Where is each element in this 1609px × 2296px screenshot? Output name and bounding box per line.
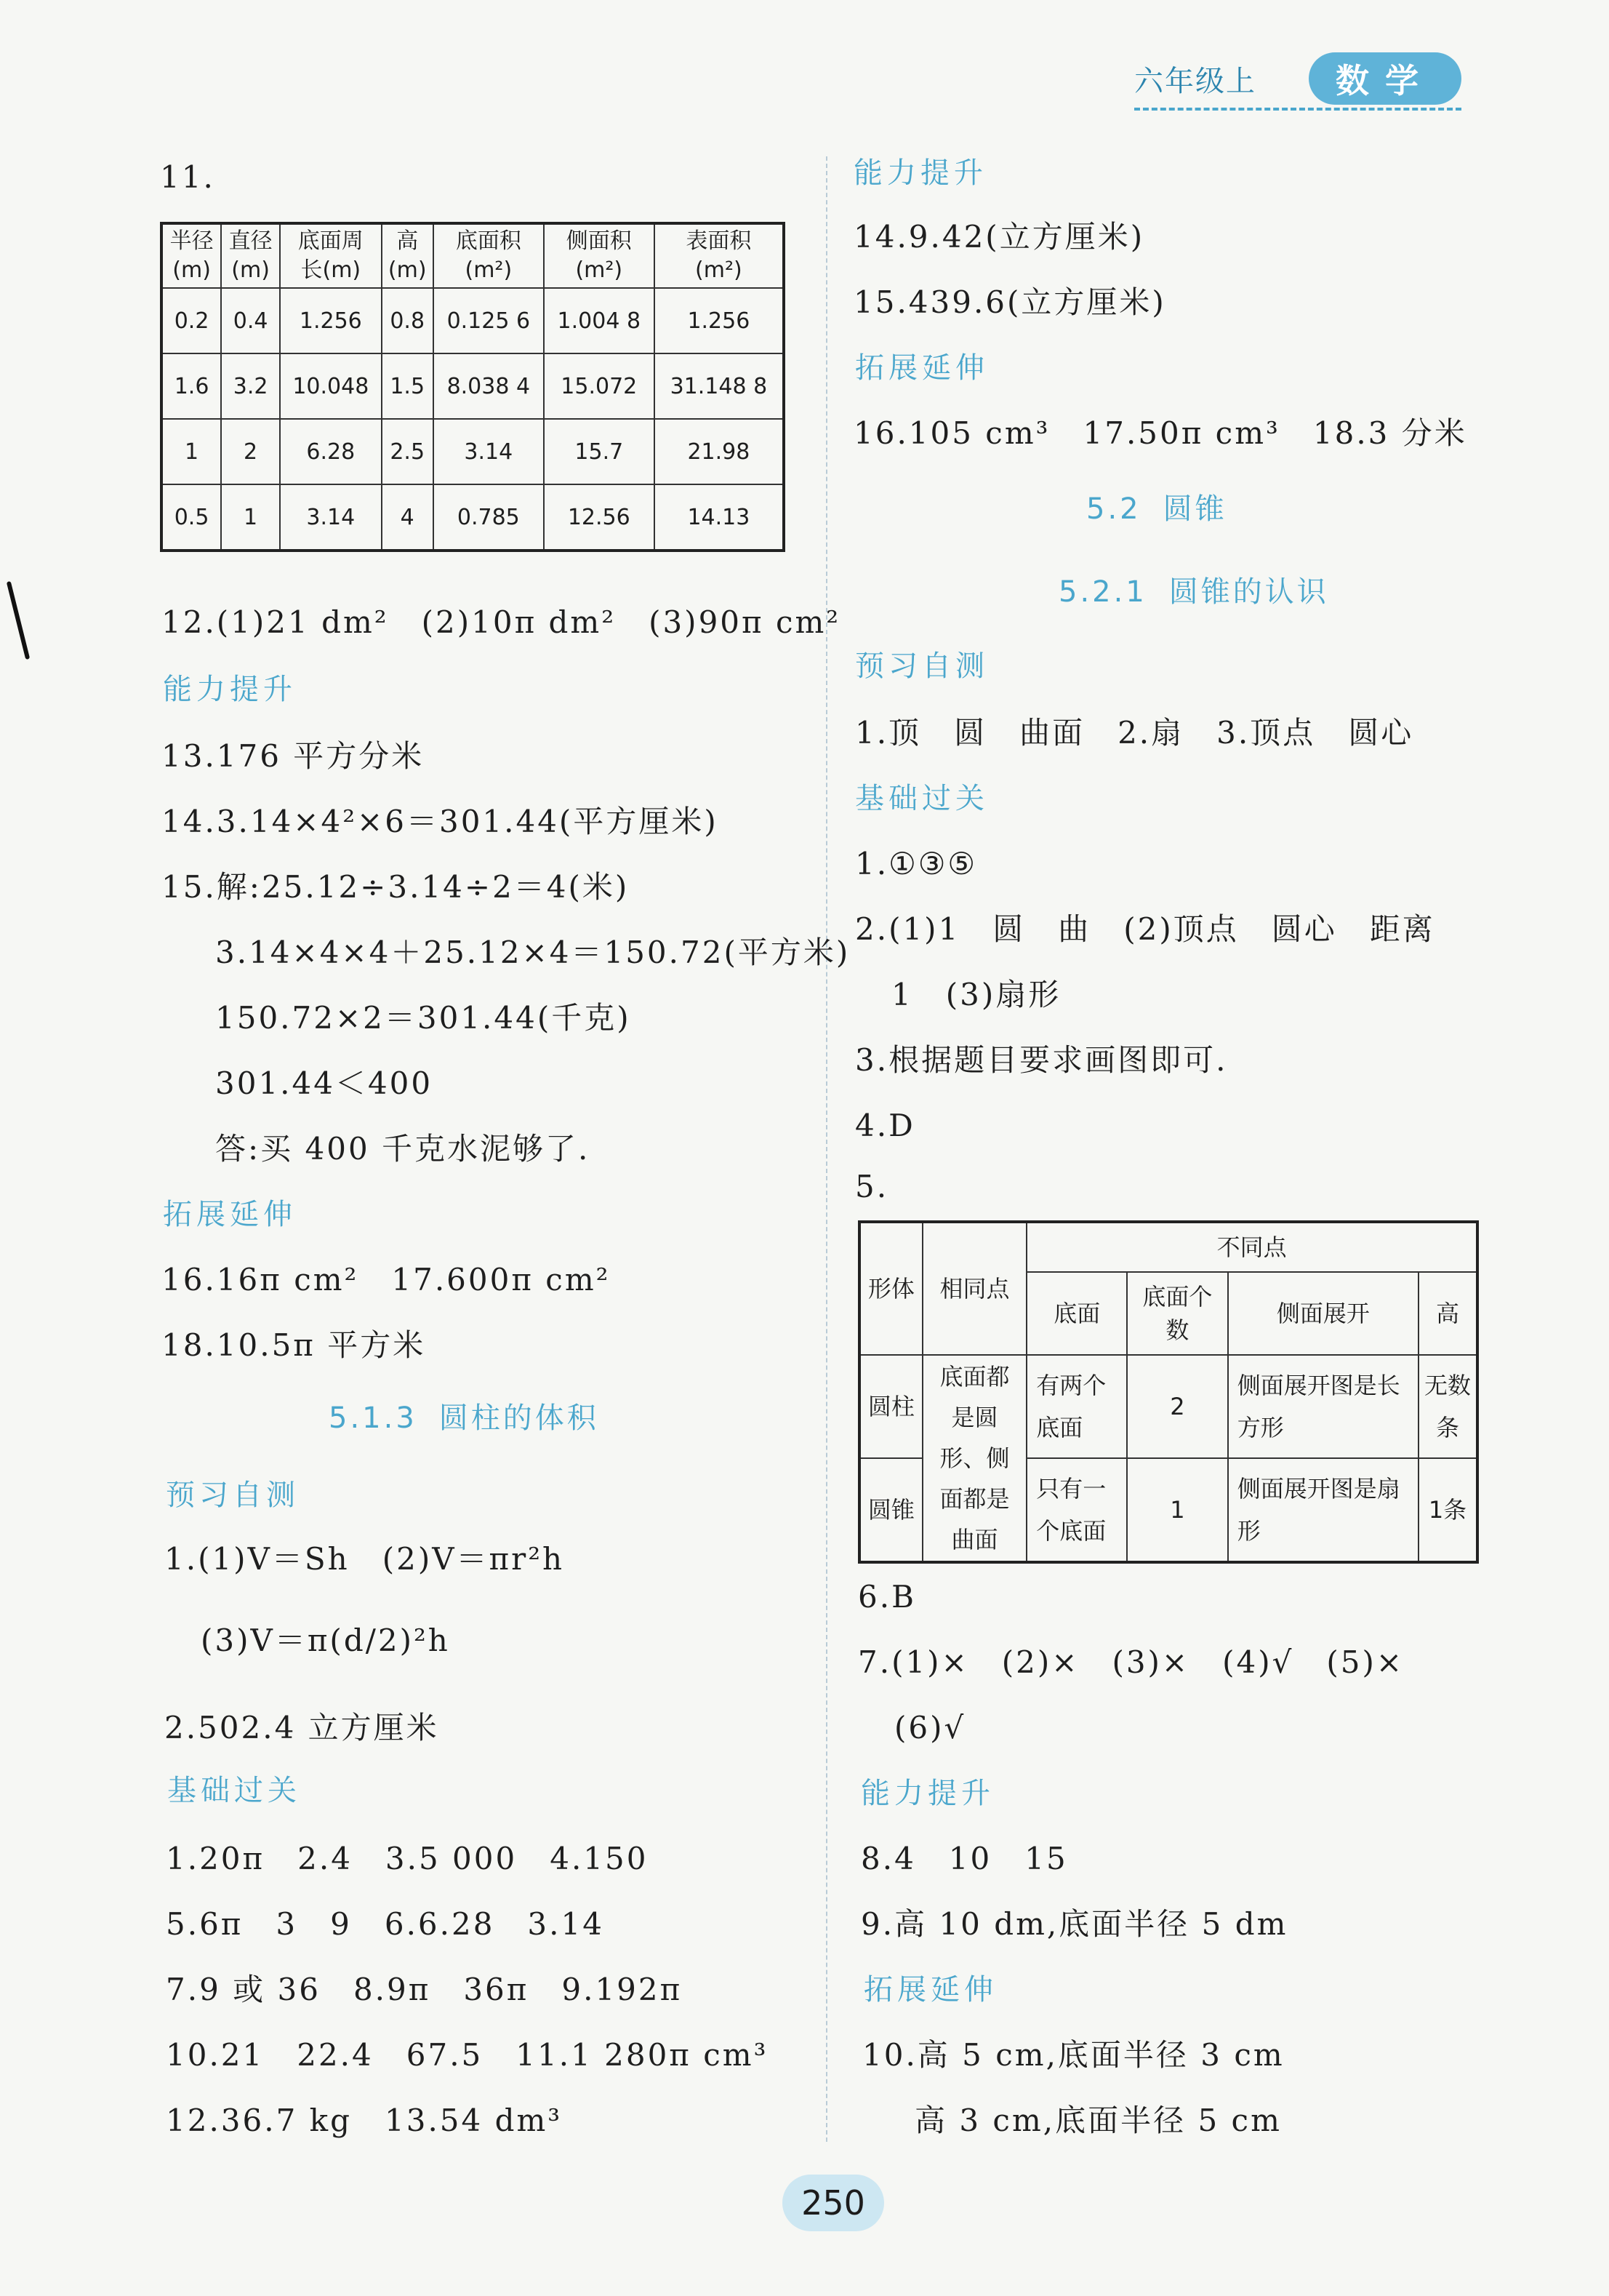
answer-table-11 [160, 222, 785, 552]
section-number: 5.2.1 [1059, 575, 1147, 609]
scan-mark [7, 581, 30, 660]
table-cell: 0.2 [161, 288, 221, 353]
table-cell: 31.148 8 [654, 353, 784, 419]
table-cell: 2 [1127, 1355, 1228, 1458]
table-cell: 6.28 [280, 419, 382, 484]
answer-b2-cont: 1 (3)扇形 [891, 977, 1062, 1012]
header-cell-side: 侧面展开 [1228, 1272, 1419, 1355]
table-row [161, 288, 784, 353]
table-cell: 2.5 [382, 419, 433, 484]
answer-b2: 2.(1)1 圆 曲 (2)顶点 圆心 距离 [855, 911, 1435, 947]
table-cell: 0.5 [161, 484, 221, 551]
table-cell: 只有一个底面 [1027, 1458, 1127, 1562]
answer-j1-4: 1.20π 2.4 3.5 000 4.150 [166, 1841, 649, 1876]
grade-label: 六年级上 [1134, 65, 1256, 98]
section-jichu-guoguan: 基础过关 [855, 782, 989, 815]
table-row [161, 484, 784, 551]
section-tuozhan-yanshen: 拓展延伸 [855, 351, 989, 385]
header-divider [1134, 108, 1461, 111]
table-cell: 1.004 8 [544, 288, 654, 353]
answer-r16-18: 16.105 cm³ 17.50π cm³ 18.3 分米 [854, 415, 1467, 451]
table-cell: 1 [221, 484, 280, 551]
table-cell: 4 [382, 484, 433, 551]
answer-n8: 8.4 10 15 [861, 1841, 1068, 1876]
section-nengli-tisheng: 能力提升 [861, 1777, 995, 1810]
section-yuxi-zice: 预习自测 [855, 649, 989, 683]
table-cell: 21.98 [654, 419, 784, 484]
header-cell-same: 相同点 [923, 1222, 1027, 1355]
header-cell: 高 (m) [382, 223, 433, 288]
answer-r15: 15.439.6(立方厘米) [854, 284, 1166, 320]
answer-j7-9: 7.9 或 36 8.9π 36π 9.192π [166, 1972, 683, 2007]
table-cell: 15.7 [544, 419, 654, 484]
answer-q14: 14.3.14×4²×6＝301.44(平方厘米) [161, 804, 718, 839]
header-cell: 表面积 (m²) [654, 223, 784, 288]
table-cell: 1.256 [654, 288, 784, 353]
table-row [859, 1355, 1477, 1458]
table-cell: 1.256 [280, 288, 382, 353]
table-cell: 3.14 [280, 484, 382, 551]
answer-y1: 1.(1)V＝Sh (2)V＝πr²h [164, 1541, 565, 1577]
table-cell: 侧面展开图是长方形 [1228, 1355, 1419, 1458]
table-row [161, 353, 784, 419]
table-cell: 3.2 [221, 353, 280, 419]
answer-b6: 6.B [858, 1579, 916, 1615]
section-nengli-tisheng: 能力提升 [854, 156, 987, 190]
answer-q18: 18.10.5π 平方米 [161, 1327, 426, 1363]
header-cell: 直径 (m) [221, 223, 280, 288]
table-header-row [859, 1222, 1477, 1272]
header-cell-diff: 不同点 [1027, 1222, 1477, 1272]
header-cell: 侧面积 (m²) [544, 223, 654, 288]
section-heading-5-2 [1086, 490, 1249, 528]
answer-y2: 2.502.4 立方厘米 [164, 1710, 439, 1745]
answer-q15-conclusion: 答:买 400 千克水泥够了. [215, 1131, 590, 1167]
header-cell: 半径 (m) [161, 223, 221, 288]
answer-j12-13: 12.36.7 kg 13.54 dm³ [166, 2103, 563, 2138]
table-cell: 0.8 [382, 288, 433, 353]
table-cell: 1.5 [382, 353, 433, 419]
answer-n9: 9.高 10 dm,底面半径 5 dm [861, 1906, 1288, 1942]
table-cell: 0.125 6 [433, 288, 544, 353]
table-cell: 圆锥 [859, 1458, 923, 1562]
header-cell-bottom-count: 底面个数 [1127, 1272, 1228, 1355]
header-cell-shape: 形体 [859, 1222, 923, 1355]
section-tuozhan-yanshen: 拓展延伸 [163, 1198, 297, 1231]
table-cell: 1 [1127, 1458, 1228, 1562]
header-cell: 底面积 (m²) [433, 223, 544, 288]
table-row [161, 419, 784, 484]
section-yuxi-zice: 预习自测 [166, 1479, 300, 1512]
table-cell: 15.072 [544, 353, 654, 419]
answer-r14: 14.9.42(立方厘米) [854, 219, 1145, 255]
section-heading-5-1-3 [329, 1399, 621, 1437]
column-divider [826, 156, 827, 2142]
section-title: 圆锥的认识 [1168, 575, 1329, 609]
table-cell: 侧面展开图是扇形 [1228, 1458, 1419, 1562]
comparison-table-5 [858, 1220, 1479, 1564]
answer-q15-step3: 150.72×2＝301.44(千克) [215, 1000, 631, 1036]
header-cell-height: 高 [1419, 1272, 1477, 1355]
table-cell: 有两个底面 [1027, 1355, 1127, 1458]
answer-q15-step2: 3.14×4×4＋25.12×4＝150.72(平方米) [215, 935, 851, 970]
table-cell: 1 [161, 419, 221, 484]
table-cell: 1.6 [161, 353, 221, 419]
answer-y1-part3: (3)V＝π(d/2)²h [201, 1623, 450, 1658]
answer-j5-6: 5.6π 3 9 6.6.28 3.14 [166, 1906, 604, 1942]
section-tuozhan-yanshen: 拓展延伸 [864, 1973, 998, 2007]
section-number: 5.1.3 [329, 1401, 417, 1435]
page-number: 250 [782, 2175, 884, 2231]
table-header-row [161, 223, 784, 288]
answer-q12: 12.(1)21 dm² (2)10π dm² (3)90π cm² [161, 604, 841, 640]
table-cell: 12.56 [544, 484, 654, 551]
subject-badge: 数学 [1309, 52, 1461, 105]
table-cell: 3.14 [433, 419, 544, 484]
answer-b3: 3.根据题目要求画图即可. [855, 1042, 1228, 1078]
q11-label: 11. [160, 159, 215, 195]
answer-b4: 4.D [855, 1108, 915, 1143]
answer-q15-step4: 301.44＜400 [215, 1065, 433, 1101]
answer-q13: 13.176 平方分米 [161, 738, 425, 774]
table-cell: 1条 [1419, 1458, 1477, 1562]
answer-t10-cont: 高 3 cm,底面半径 5 cm [915, 2103, 1282, 2138]
answer-b7-cont: (6)√ [894, 1710, 966, 1745]
answer-b1: 1.①③⑤ [855, 846, 978, 881]
section-heading-5-2-1 [1059, 573, 1351, 611]
table-cell-same: 底面都是圆形、侧面都是曲面 [923, 1355, 1027, 1562]
section-jichu-guoguan: 基础过关 [167, 1774, 301, 1807]
section-title: 圆柱的体积 [438, 1401, 599, 1435]
answer-q16-17: 16.16π cm² 17.600π cm² [161, 1262, 611, 1297]
answer-t10: 10.高 5 cm,底面半径 3 cm [862, 2037, 1285, 2073]
section-nengli-tisheng: 能力提升 [163, 673, 297, 706]
section-number: 5.2 [1086, 492, 1141, 526]
table-cell: 圆柱 [859, 1355, 923, 1458]
table-cell: 2 [221, 419, 280, 484]
section-title: 圆锥 [1163, 492, 1227, 526]
answer-b7: 7.(1)× (2)× (3)× (4)√ (5)× [858, 1644, 1405, 1680]
answer-p1-3: 1.顶 圆 曲面 2.扇 3.顶点 圆心 [855, 715, 1414, 751]
table-cell: 8.038 4 [433, 353, 544, 419]
answer-q15: 15.解:25.12÷3.14÷2＝4(米) [161, 869, 630, 905]
table-cell: 无数条 [1419, 1355, 1477, 1458]
answer-b5-label: 5. [855, 1169, 889, 1204]
header-cell-bottom: 底面 [1027, 1272, 1127, 1355]
answer-j10-11: 10.21 22.4 67.5 11.1 280π cm³ [166, 2037, 769, 2073]
table-cell: 10.048 [280, 353, 382, 419]
table-cell: 14.13 [654, 484, 784, 551]
table-cell: 0.4 [221, 288, 280, 353]
table-cell: 0.785 [433, 484, 544, 551]
header-cell: 底面周 长(m) [280, 223, 382, 288]
